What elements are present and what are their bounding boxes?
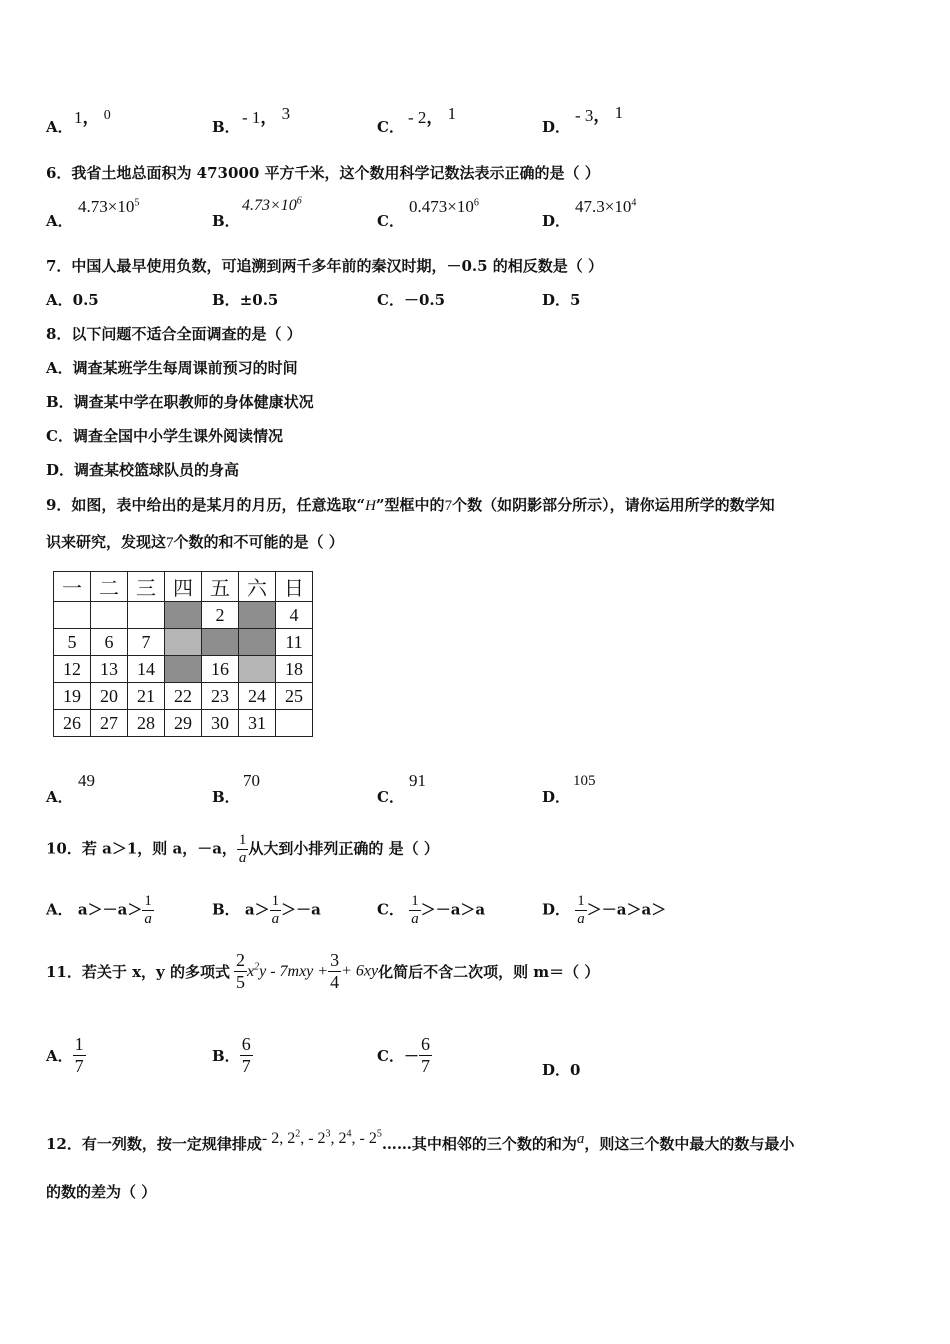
q8-stem: 8．以下问题不适合全面调查的是（ ）: [46, 325, 302, 343]
calendar-row: [54, 656, 313, 683]
q9-stem-line2: 识来研究，发现这7个数的和不可能的是（ ）: [46, 533, 344, 551]
calendar-cell: 30: [202, 710, 239, 737]
q9-option-a-value: 49: [78, 771, 95, 790]
q9-option-d-label: D．: [542, 788, 571, 806]
calendar-cell: 22: [165, 683, 202, 710]
calendar-cell-shaded: [239, 602, 276, 629]
calendar-cell: 4: [276, 602, 313, 629]
q11-option-c: C．－ $\frac{6}{7}$: [377, 1034, 430, 1076]
calendar-cell: 27: [91, 710, 128, 737]
q9-option-c-value: 91: [409, 771, 426, 790]
calendar-header-cell: 三: [128, 572, 165, 602]
q7-option-a: A．0.5: [46, 291, 99, 309]
q9-option-b-label: B．: [212, 788, 240, 806]
calendar-header-row: [54, 572, 313, 602]
calendar-cell: [54, 602, 91, 629]
calendar-cell: 24: [239, 683, 276, 710]
q9-option-d-value: 105: [573, 773, 596, 789]
calendar-row: [54, 629, 313, 656]
q6-option-b-label: B．: [212, 212, 240, 230]
q6-option-d-value: $47.3\times 10^4$: [575, 197, 637, 216]
calendar-cell-shaded: [165, 629, 202, 656]
q5-option-c-label: C．: [377, 118, 404, 136]
calendar-cell: 2: [202, 602, 239, 629]
q6-option-d-label: D．: [542, 212, 571, 230]
q9-option-c-label: C．: [377, 788, 404, 806]
calendar-cell-shaded: [165, 602, 202, 629]
calendar-cell: 11: [276, 629, 313, 656]
q7-stem: 7．中国人最早使用负数，可追溯到两千多年前的秦汉时期，－0.5 的相反数是（ ）: [46, 257, 603, 275]
calendar-cell: 16: [202, 656, 239, 683]
q5-option-d-value: - 3， 1: [575, 103, 624, 125]
calendar-cell: [91, 602, 128, 629]
q6-option-b-value: $4.73\times 10^6$: [242, 195, 302, 214]
q6-stem: 6．我省土地总面积为 473000 平方千米，这个数用科学记数法表示正确的是（ ）: [46, 164, 600, 182]
q10-fraction: $\frac{1}{a}$: [238, 832, 247, 866]
calendar-cell-shaded: [239, 656, 276, 683]
q10-option-b: B． a＞ $\frac{1}{a}$ ＞－a: [212, 893, 321, 927]
q9-option-a-label: A．: [46, 788, 73, 806]
q8-option-d: D．调查某校篮球队员的身高: [46, 461, 240, 479]
q10-option-c: C． $\frac{1}{a}$ ＞－a＞a: [377, 893, 486, 927]
calendar-header-cell: 日: [276, 572, 313, 602]
q10-option-a: A． a＞－a＞ $\frac{1}{a}$: [46, 893, 152, 927]
q11-option-a: A． $\frac{1}{7}$: [46, 1034, 84, 1076]
q11-stem: 11．若关于 x，y 的多项式 $\frac{2}{5}$ $x^2y - 7mxy$ + $\frac{3}{4}$ + 6xy化简后不含二次项，则 m＝（ ）: [46, 950, 600, 992]
calendar-cell: 14: [128, 656, 165, 683]
calendar-header-cell: 二: [91, 572, 128, 602]
q11-option-b: B． $\frac{6}{7}$: [212, 1034, 251, 1076]
q12-stem-line1: 12．有一列数，按一定规律排成- 2, $2^2$, - $2^3$, $2^4$, - $2^5\dots\dots$其中相邻的三个数的和为a，则这三个数中最大的数与最小: [46, 1128, 795, 1153]
calendar-cell-shaded: [202, 629, 239, 656]
q6-option-c-label: C．: [377, 212, 404, 230]
q8-option-c: C．调查全国中小学生课外阅读情况: [46, 427, 283, 445]
calendar-row: [54, 710, 313, 737]
q9-stem-line1: 9．如图，表中给出的是某月的月历，任意选取“H”型框中的7个数（如阴影部分所示），请你运用所学的数学知: [46, 496, 775, 514]
calendar-cell: 18: [276, 656, 313, 683]
q6-option-c-value: $0.473\times 10^6$: [409, 197, 479, 216]
calendar-cell: 6: [91, 629, 128, 656]
q8-option-b: B．调查某中学在职教师的身体健康状况: [46, 393, 314, 411]
calendar-cell: 21: [128, 683, 165, 710]
calendar-header-cell: 一: [54, 572, 91, 602]
q10-stem: 10．若 a＞1，则 a，－a， $\frac{1}{a}$ 从大到小排列正确的 是（ ）: [46, 832, 439, 866]
calendar-cell: 5: [54, 629, 91, 656]
calendar-header-cell: 四: [165, 572, 202, 602]
calendar-cell: 23: [202, 683, 239, 710]
calendar-cell: 12: [54, 656, 91, 683]
calendar-cell: 19: [54, 683, 91, 710]
q7-option-b: B．±0.5: [212, 291, 279, 309]
q5-option-b-label: B．: [212, 118, 240, 136]
q6-option-a-label: A．: [46, 212, 73, 230]
q8-option-a: A．调查某班学生每周课前预习的时间: [46, 359, 298, 377]
calendar-cell: 26: [54, 710, 91, 737]
calendar-cell: 31: [239, 710, 276, 737]
q5-option-a-value: 1， $^0$: [74, 108, 111, 127]
q5-option-b-value: - 1， 3: [242, 104, 291, 127]
calendar-table: [53, 571, 313, 737]
calendar-cell: [276, 710, 313, 737]
q10-option-d: D． $\frac{1}{a}$ ＞－a＞a＞: [542, 893, 667, 927]
q5-option-d-label: D．: [542, 118, 571, 136]
calendar-cell: 29: [165, 710, 202, 737]
calendar-cell: 13: [91, 656, 128, 683]
calendar-cell-shaded: [239, 629, 276, 656]
calendar-cell: 20: [91, 683, 128, 710]
calendar-row: [54, 602, 313, 629]
q6-option-a-value: $4.73\times 10^5$: [78, 197, 140, 216]
q9-option-b-value: 70: [243, 771, 260, 790]
calendar-cell: 28: [128, 710, 165, 737]
q5-option-a-label: A．: [46, 118, 73, 136]
q5-option-c-value: - 2， 1: [408, 104, 457, 127]
q11-option-d: D．0: [542, 1061, 581, 1079]
calendar-cell: 25: [276, 683, 313, 710]
q7-option-d: D．5: [542, 291, 581, 309]
q7-option-c: C．－0.5: [377, 291, 446, 309]
calendar-header-cell: 五: [202, 572, 239, 602]
calendar-header-cell: 六: [239, 572, 276, 602]
q12-stem-line2: 的数的差为（ ）: [46, 1183, 157, 1201]
calendar-cell: [128, 602, 165, 629]
calendar-cell: 7: [128, 629, 165, 656]
calendar-cell-shaded: [165, 656, 202, 683]
calendar-row: [54, 683, 313, 710]
